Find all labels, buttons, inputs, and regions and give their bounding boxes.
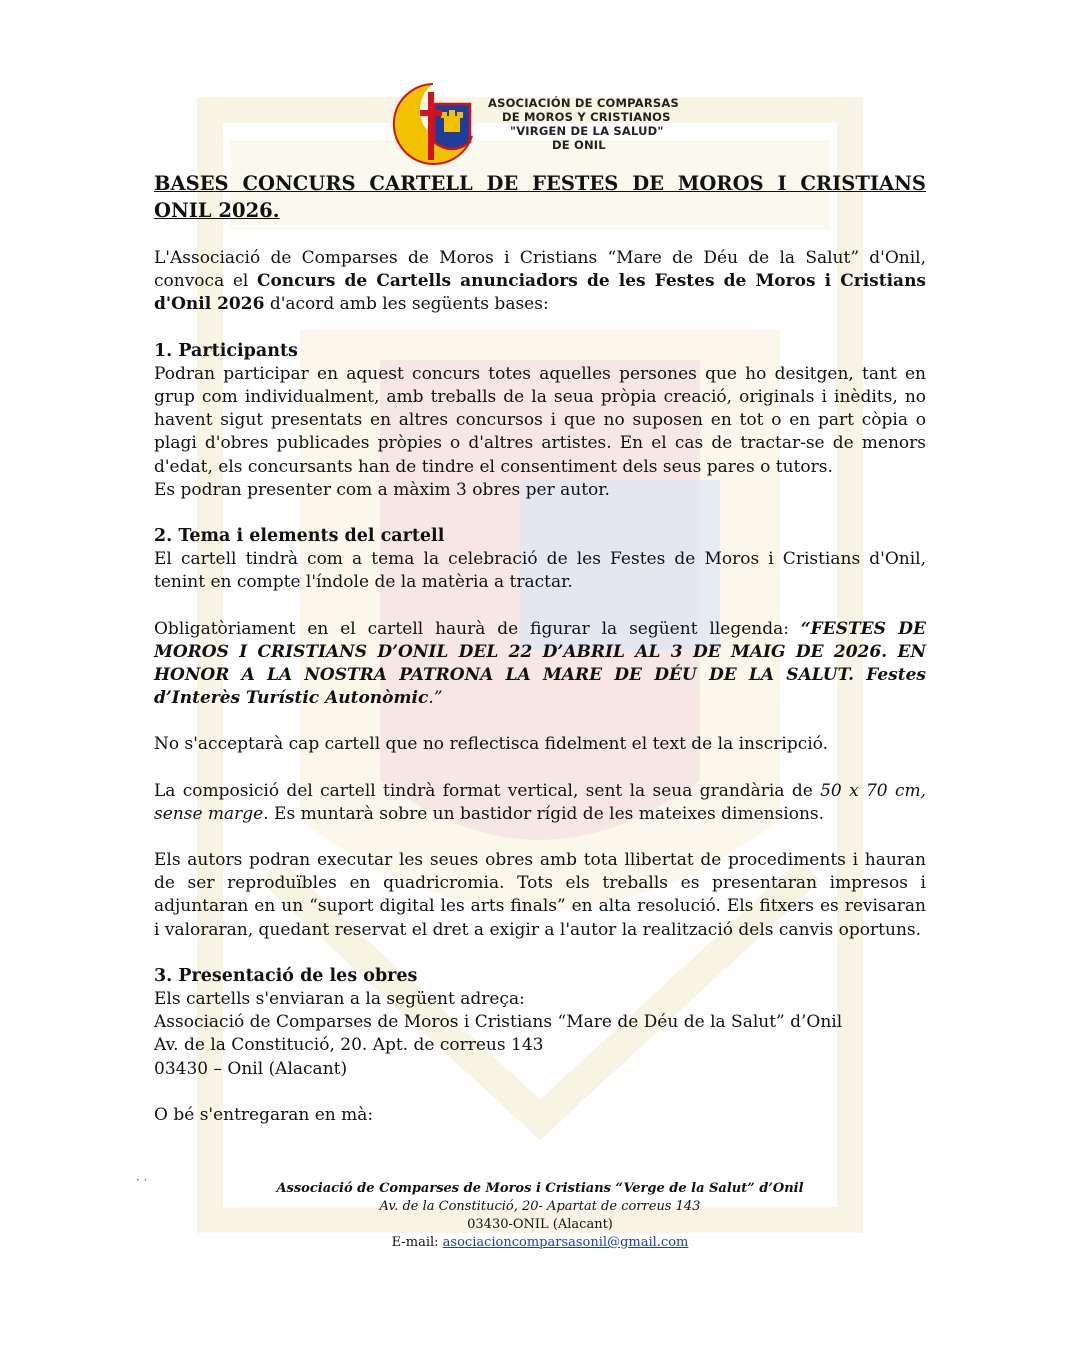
org-name-line-1: ASOCIACIÓN DE COMPARSAS (488, 96, 679, 110)
intro-text-2: d'acord amb les següents bases: (264, 294, 549, 315)
org-name-line-3: "VIRGEN DE LA SALUD" (510, 124, 664, 138)
section-2-paragraph-1: El cartell tindrà com a tema la celebració de les Festes de Moros i Cristians d'Onil, tenint en compte l'índole de la matèria a tractar. (154, 549, 926, 593)
footer-org-name: Associació de Comparses de Moros i Cristians “Verge de la Salut” d’Onil (276, 1181, 804, 1196)
page-marker-dots: · · (136, 1173, 148, 1187)
org-name-line-4: DE ONIL (552, 138, 606, 152)
org-name-line-2: DE MOROS Y CRISTIANOS (502, 110, 671, 124)
format-text-1: La composició del cartell tindrà format vertical, sent la seua grandària de (154, 780, 821, 801)
footer-city: 03430-ONIL (Alacant) (467, 1217, 613, 1232)
crescent-shield-cross-logo-icon (388, 80, 478, 168)
page-footer (240, 1180, 840, 1252)
document-title-line-1: BASES CONCURS CARTELL DE FESTES DE MOROS I CRISTIANS (154, 172, 926, 195)
section-1-heading: 1. Participants (154, 340, 298, 361)
footer-email-line (240, 1234, 840, 1252)
footer-address: Av. de la Constitució, 20- Apartat de correus 143 (379, 1199, 701, 1214)
intro-paragraph (154, 247, 926, 317)
address-line-2: Associació de Comparses de Moros i Cristians “Mare de Déu de la Salut” d’Onil (154, 1012, 843, 1033)
address-line-3: Av. de la Constitució, 20. Apt. de correus 143 (154, 1035, 544, 1056)
legend-intro: Obligatòriament en el cartell haurà de figurar la següent llegenda: (154, 618, 801, 639)
intro-bold: Concurs de Cartells anunciadors de les Festes de Moros i Cristians d'Onil 2026 (154, 271, 926, 315)
document-body (154, 170, 926, 1127)
section-2-paragraph-5: Els autors podran executar les seues obres amb tota llibertat de procediments i hauran de ser reproduïbles en quadricromia. Tots els treballs es presentaran impresos i adjuntaran en un “suport digital les arts finals” en alta resolució. Els fitxers es revisaran i valoraran, quedant reservat el dret a exigir a l'autor la realització dels canvis oportuns. (154, 850, 926, 940)
section-2-legend-paragraph (154, 618, 926, 711)
section-3-last-line: O bé s'entregaran en mà: (154, 1104, 374, 1125)
document-title-line-2: ONIL 2026. (154, 199, 280, 222)
footer-email-label: E-mail: (391, 1235, 443, 1250)
format-dimensions: 50 x 70 cm, sense marge (154, 780, 927, 824)
legend-close: .” (428, 688, 443, 709)
address-line-4: 03430 – Onil (Alacant) (154, 1058, 348, 1079)
letterhead (388, 80, 698, 168)
section-1-note: Es podran presenter com a màxim 3 obres per autor. (154, 479, 610, 500)
section-2-paragraph-3: No s'acceptarà cap cartell que no reflectisca fidelment el text de la inscripció. (154, 734, 828, 755)
section-1-paragraph: Podran participar en aquest concurs totes aquelles persones que ho desitgen, tant en grup com individualment, amb treballs de la seua pròpia creació, originals i inèdits, no havent sigut presentats en altres concursos i que no suposen en tot o en part còpia o plagi d'obres publicades pròpies o d'altres artistes. En el cas de tractar-se de menors d'edat, els concursants han de tindre el consentiment dels seus pares o tutors. (154, 363, 926, 477)
section-2-format-paragraph (154, 780, 926, 826)
section-2-heading: 2. Tema i elements del cartell (154, 526, 445, 547)
section-3-heading: 3. Presentació de les obres (154, 965, 418, 986)
footer-email-link[interactable]: asociacioncomparsasonil@gmail.com (442, 1235, 689, 1250)
format-text-2: . Es muntarà sobre un bastidor rígid de les mateixes dimensions. (263, 803, 825, 824)
address-line-1: Els cartells s'enviaran a la següent adreça: (154, 989, 525, 1010)
intro-text-1: L'Associació de Comparses de Moros i Cristians “Mare de Déu de la Salut” d'Onil, convoca el (154, 248, 926, 292)
legend-text: “FESTES DE MOROS I CRISTIANS D’ONIL DEL 22 D’ABRIL AL 3 DE MAIG DE 2026. EN HONOR A LA NOSTRA PATRONA LA MARE DE DÉU DE LA SALUT. Festes d’Interès Turístic Autonòmic (154, 618, 926, 709)
